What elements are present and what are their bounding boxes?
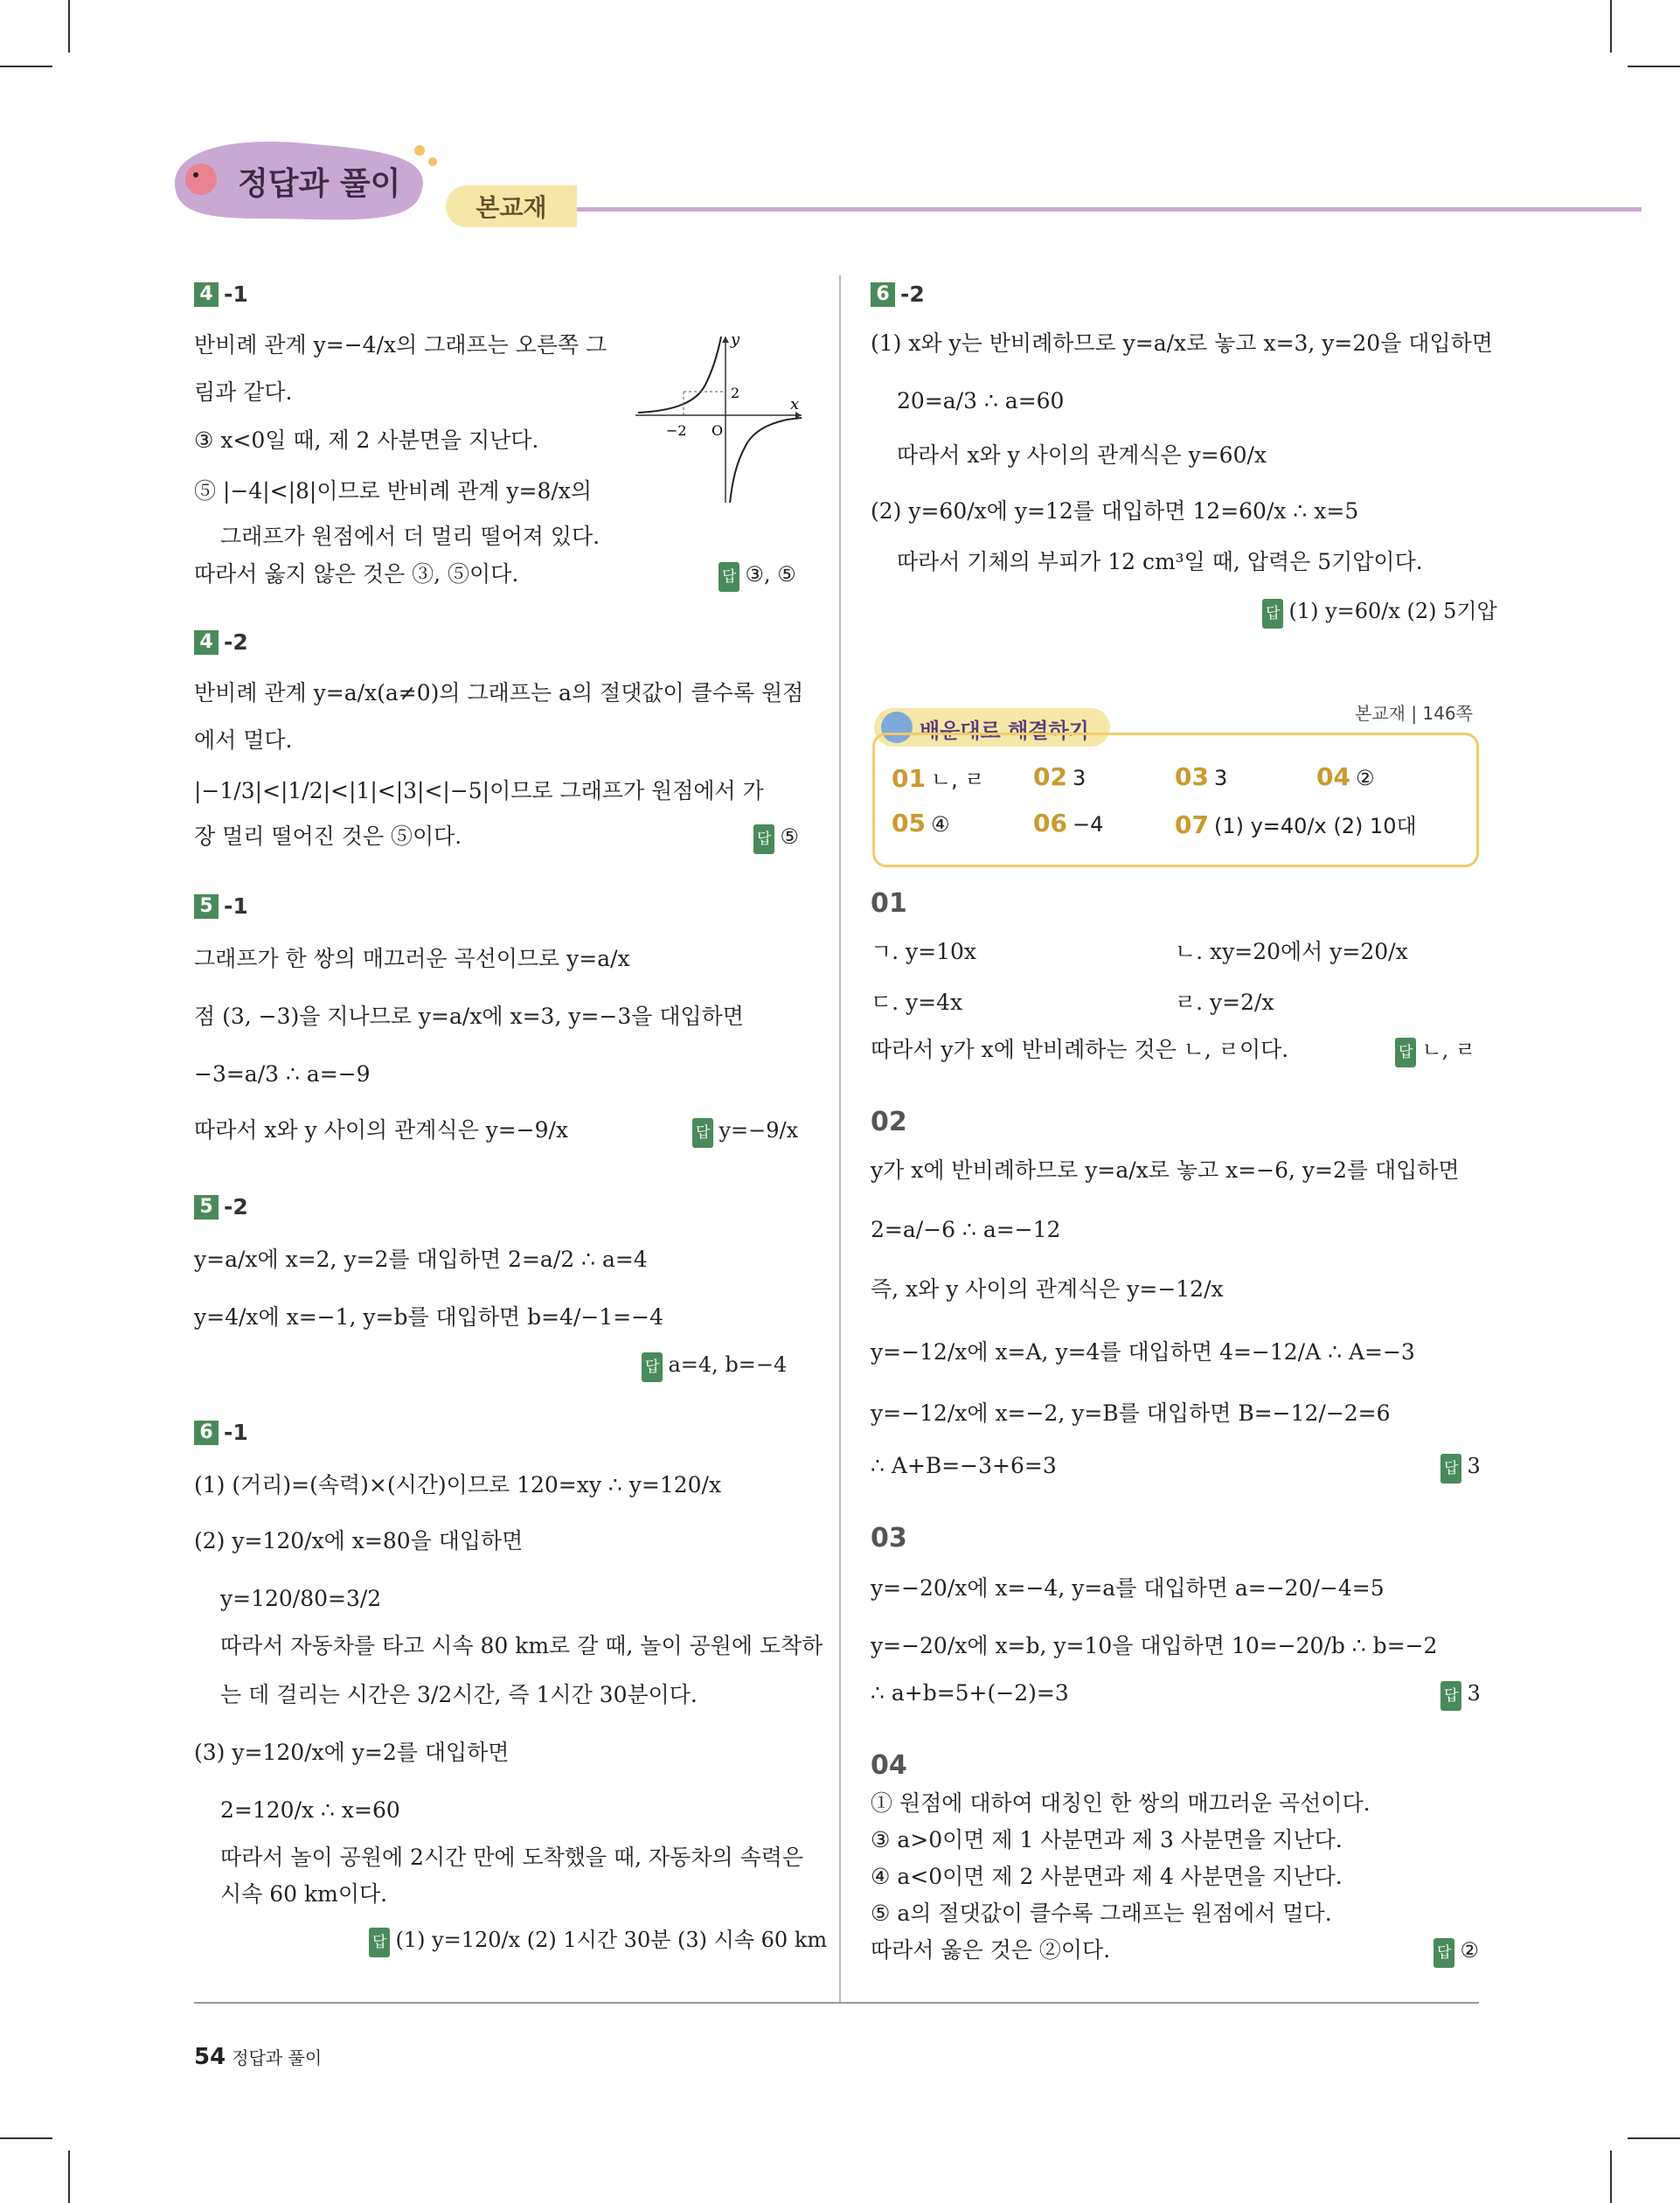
crop-mark: [0, 2137, 52, 2139]
section-sub: -1: [224, 893, 248, 919]
text-line: 20=a/3 ∴ a=60: [897, 388, 1065, 413]
summary-title: 배운대로 해결하기: [920, 719, 1089, 743]
summary-item: [1033, 809, 1103, 837]
text-line: (1) x와 y는 반비례하므로 y=a/x로 놓고 x=3, y=20을 대입하면: [871, 330, 1493, 356]
summary-item: [1175, 809, 1417, 839]
text-line: ⑤ a의 절댓값이 클수록 그래프는 원점에서 멀다.: [871, 1901, 1332, 1926]
hyperbola-graph: [631, 332, 806, 507]
text-line: 따라서 놀이 공원에 2시간 만에 도착했을 때, 자동차의 속력은: [220, 1845, 804, 1870]
problem-number: 03: [871, 1523, 907, 1553]
text-line: 즉, x와 y 사이의 관계식은 y=−12/x: [871, 1276, 1224, 1302]
text-line: 는 데 걸리는 시간은 3/2시간, 즉 1시간 30분이다.: [220, 1682, 698, 1707]
page-number: 54: [194, 2044, 226, 2070]
text-line: y=−12/x에 x=−2, y=B를 대입하면 B=−12/−2=6: [871, 1400, 1391, 1426]
answer-value: ②: [1460, 1938, 1479, 1963]
problem-number: 02: [871, 1107, 907, 1137]
section-label: [194, 281, 248, 307]
text-line: ㄷ. y=4x: [871, 990, 963, 1015]
text-line: 따라서 x와 y 사이의 관계식은 y=−9/x: [194, 1117, 569, 1143]
text-line: 따라서 기체의 부피가 12 cm³일 때, 압력은 5기압이다.: [897, 549, 1423, 574]
text-line: y=4/x에 x=−1, y=b를 대입하면 b=4/−1=−4: [194, 1304, 664, 1330]
crop-mark: [68, 0, 70, 52]
section-number: 4: [194, 282, 219, 307]
answer: [1440, 1451, 1481, 1484]
text-line: ㄱ. y=10x: [871, 939, 977, 964]
answer-value: ㄴ, ㄹ: [1421, 1038, 1476, 1062]
summary-value: (1) y=40/x (2) 10대: [1213, 814, 1417, 838]
text-line: y가 x에 반비례하므로 y=a/x로 놓고 x=−6, y=2를 대입하면: [871, 1157, 1460, 1183]
summary-num: 02: [1033, 762, 1067, 791]
summary-value: 3: [1213, 766, 1228, 790]
text-line: |−1/3|<|1/2|<|1|<|3|<|−5|이므로 그래프가 원점에서 가: [194, 778, 764, 803]
section-number: 6: [194, 1421, 219, 1445]
section-sub: -1: [224, 281, 248, 307]
summary-ref: 본교재 | 146쪽: [1355, 703, 1473, 724]
text-line: ③ a>0이면 제 1 사분면과 제 3 사분면을 지난다.: [871, 1827, 1343, 1852]
problem-number: 04: [871, 1750, 907, 1781]
answer: [1395, 1035, 1475, 1067]
text-line: (3) y=120/x에 y=2를 대입하면: [194, 1740, 510, 1765]
graph-tick: 2: [731, 385, 740, 401]
summary-item: [1175, 762, 1227, 791]
answer-value: ⑤: [780, 824, 799, 849]
answer: [642, 1350, 787, 1382]
crop-mark: [1628, 66, 1680, 67]
text-line: y=120/80=3/2: [220, 1586, 382, 1611]
answer: [1262, 596, 1497, 629]
summary-num: 07: [1175, 810, 1209, 839]
answer-tag: 답: [642, 1352, 663, 1382]
header-tab-label: 본교재: [476, 193, 547, 222]
text-line: 그래프가 한 쌍의 매끄러운 곡선이므로 y=a/x: [194, 946, 630, 971]
crop-mark: [1628, 2137, 1680, 2139]
section-number: 5: [194, 1195, 219, 1220]
section-sub: -2: [900, 281, 925, 307]
text-line: 림과 같다.: [194, 379, 293, 405]
section-label: [194, 629, 248, 655]
text-line: 2=120/x ∴ x=60: [220, 1797, 400, 1823]
problem-number: 01: [871, 888, 907, 919]
text-line: 그래프가 원점에서 더 멀리 떨어져 있다.: [220, 524, 600, 549]
text-line: 시속 60 km이다.: [220, 1881, 388, 1907]
answer-tag: 답: [1395, 1038, 1416, 1067]
text-line: ③ x<0일 때, 제 2 사분면을 지난다.: [194, 427, 539, 453]
answer: [692, 1115, 798, 1148]
text-line: y=−12/x에 x=A, y=4를 대입하면 4=−12/A ∴ A=−3: [871, 1339, 1415, 1365]
graph-x-label: x: [790, 395, 800, 413]
text-line: y=−20/x에 x=b, y=10을 대입하면 10=−20/b ∴ b=−2: [871, 1633, 1438, 1658]
text-line: 반비례 관계 y=a/x(a≠0)의 그래프는 a의 절댓값이 클수록 원점: [194, 680, 804, 705]
text-line: ㄹ. y=2/x: [1175, 990, 1274, 1015]
text-line: ① 원점에 대하여 대칭인 한 쌍의 매끄러운 곡선이다.: [871, 1790, 1371, 1816]
summary-item: [1316, 762, 1374, 791]
answer-value: (1) y=120/x (2) 1시간 30분 (3) 시속 60 km: [395, 1928, 828, 1952]
crop-mark: [0, 66, 52, 67]
header-rule: [577, 207, 1642, 212]
text-line: 장 멀리 떨어진 것은 ⑤이다.: [194, 824, 462, 849]
section-label: [194, 1194, 248, 1220]
answer-value: ③, ⑤: [745, 562, 796, 587]
summary-item: [892, 762, 985, 793]
summary-item: [892, 809, 949, 837]
answer-value: 3: [1467, 1681, 1481, 1706]
summary-num: 03: [1175, 762, 1209, 791]
crop-mark: [1610, 2151, 1612, 2203]
answer: [1440, 1678, 1481, 1711]
text-line: 따라서 옳은 것은 ②이다.: [871, 1937, 1111, 1963]
section-sub: -2: [224, 629, 248, 655]
section-number: 4: [194, 630, 219, 655]
text-line: 반비례 관계 y=−4/x의 그래프는 오른쪽 그: [194, 332, 607, 358]
answer-tag: 답: [369, 1928, 390, 1957]
section-label: [871, 281, 925, 307]
section-sub: -2: [224, 1194, 248, 1220]
text-line: ∴ a+b=5+(−2)=3: [871, 1680, 1069, 1706]
bottom-rule: [194, 2002, 1479, 2004]
text-line: 2=a/−6 ∴ a=−12: [871, 1217, 1061, 1242]
summary-num: 01: [892, 764, 926, 793]
section-label: [194, 893, 248, 919]
text-line: 따라서 x와 y 사이의 관계식은 y=60/x: [897, 442, 1267, 468]
footer-label: 정답과 풀이: [232, 2047, 323, 2068]
answer: [753, 822, 799, 854]
text-line: ∴ A+B=−3+6=3: [871, 1453, 1057, 1478]
graph-tick: −2: [666, 422, 687, 439]
section-number: 5: [194, 894, 219, 919]
crop-mark: [68, 2151, 70, 2203]
answer-tag: 답: [753, 824, 774, 854]
answer: [719, 559, 796, 592]
text-line: (2) y=60/x에 y=12를 대입하면 12=60/x ∴ x=5: [871, 498, 1359, 524]
answer-tag: 답: [719, 562, 739, 592]
summary-value: ④: [930, 812, 950, 837]
answer-tag: 답: [1440, 1681, 1461, 1711]
answer-value: a=4, b=−4: [668, 1352, 788, 1377]
answer-value: (1) y=60/x (2) 5기압: [1288, 599, 1497, 623]
text-line: ④ a<0이면 제 2 사분면과 제 4 사분면을 지난다.: [871, 1864, 1343, 1889]
summary-box: [872, 733, 1479, 867]
answer-value: y=−9/x: [719, 1118, 799, 1143]
text-line: (1) (거리)=(속력)×(시간)이므로 120=xy ∴ y=120/x: [194, 1472, 722, 1498]
answer-tag: 답: [1262, 599, 1283, 629]
summary-item: [1033, 762, 1086, 791]
text-line: y=−20/x에 x=−4, y=a를 대입하면 a=−20/−4=5: [871, 1575, 1385, 1601]
answer: [1434, 1935, 1479, 1968]
graph-origin: O: [712, 422, 724, 439]
answer-value: 3: [1467, 1454, 1481, 1478]
page-header: [157, 131, 1643, 236]
summary-num: 06: [1033, 809, 1067, 837]
section-sub: -1: [224, 1420, 248, 1445]
text-line: ⑤ |−4|<|8|이므로 반비례 관계 y=8/x의: [194, 478, 593, 504]
page-footer: [194, 2044, 322, 2070]
answer-tag: 답: [692, 1118, 713, 1148]
summary-num: 05: [892, 809, 926, 837]
text-line: (2) y=120/x에 x=80을 대입하면: [194, 1528, 524, 1553]
graph-y-label: y: [731, 332, 740, 349]
summary-value: ②: [1355, 766, 1375, 790]
text-line: y=a/x에 x=2, y=2를 대입하면 2=a/2 ∴ a=4: [194, 1247, 648, 1272]
text-line: 따라서 옳지 않은 것은 ③, ⑤이다.: [194, 561, 519, 587]
column-divider: [839, 275, 841, 2002]
header-tab: [446, 185, 577, 227]
section-label: [194, 1420, 248, 1445]
summary-value: 3: [1072, 766, 1086, 790]
page-title: 정답과 풀이: [238, 166, 401, 202]
answer: [369, 1925, 827, 1957]
crop-mark: [1610, 0, 1612, 52]
answer-tag: 답: [1440, 1454, 1461, 1484]
summary-value: ㄴ, ㄹ: [930, 768, 985, 792]
summary-num: 04: [1316, 762, 1350, 791]
text-line: 따라서 y가 x에 반비례하는 것은 ㄴ, ㄹ이다.: [871, 1037, 1289, 1062]
text-line: 따라서 자동차를 타고 시속 80 km로 갈 때, 놀이 공원에 도착하: [220, 1633, 823, 1658]
summary-value: −4: [1072, 812, 1104, 837]
section-number: 6: [871, 282, 895, 307]
answer-tag: 답: [1434, 1938, 1454, 1968]
text-line: 점 (3, −3)을 지나므로 y=a/x에 x=3, y=−3을 대입하면: [194, 1004, 744, 1029]
text-line: −3=a/3 ∴ a=−9: [194, 1061, 371, 1087]
text-line: 에서 멀다.: [194, 727, 293, 753]
text-line: ㄴ. xy=20에서 y=20/x: [1175, 939, 1408, 964]
